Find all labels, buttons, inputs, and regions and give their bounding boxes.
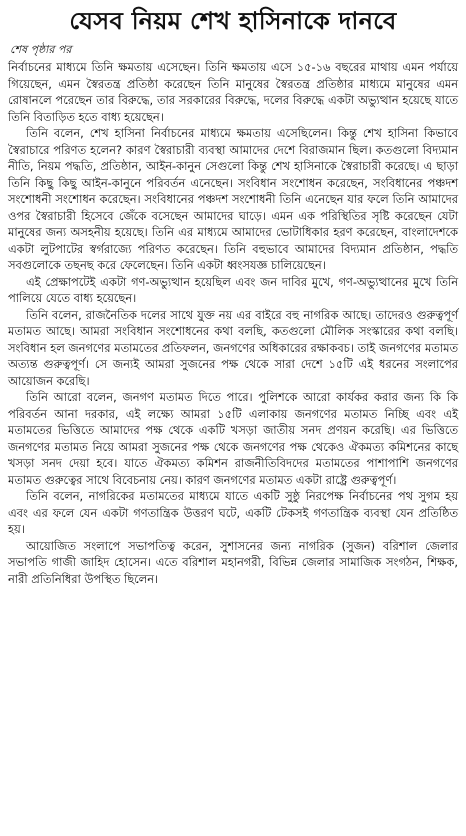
article-paragraph: তিনি বলেন, রাজনৈতিক দলের সাথে যুক্ত নয় এর বাইরে বহু নাগরিক আছে। তাদেরও গুরুত্বপূর্ণ মতামত আছে। আমরা সংবিধান সংশোধনের কথা বলছি, কতগুলো মৌলিক সংস্কারের কথা বলছি। সংবিধান হল জনগণের মতামতের প্রতিফলন, জনগণের অধিকারের রক্ষাকবচ। তাই জনগণের মতামত অত্যন্ত গুরুত্বপূর্ণ। সে জন্যই আমরা সুজনের পক্ষ থেকে সারা দেশে ১৫টি এই ধরনের সংলাপের আয়োজন করেছি। — [8, 307, 458, 388]
continued-from-label: শেষ পৃষ্ঠার পর — [10, 43, 72, 56]
article-paragraph: এই প্রেক্ষাপটেই একটা গণ-অভ্যুত্থান হয়েছিল এবং জন দাবির মুখে, গণ-অভ্যুত্থানের মুখে তিনি পালিয়ে যেতে বাধ্য হয়েছেন। — [8, 274, 458, 305]
article-paragraph: আয়োজিত সংলাপে সভাপতিত্ব করেন, সুশাসনের জন্য নাগরিক (সুজন) বরিশাল জেলার সভাপতি গাজী জাহিদ হোসেন। এতে বরিশাল মহানগরী, বিভিন্ন জেলার সামাজিক সংগঠন, শিক্ষক, নারী প্রতিনিধিরা উপস্থিত ছিলেন। — [8, 538, 458, 586]
article-paragraph: তিনি বলেন, শেখ হাসিনা নির্বাচনের মাধ্যমে ক্ষমতায় এসেছিলেন। কিন্তু শেখ হাসিনা কিভাবে স্বৈরাচারে পরিণত হলেন? কারণ স্বৈরাচারী ব্যবস্থা আমাদের দেশে বিরাজমান ছিল। কতগুলো বিদ্যমান নীতি, নিয়ম পদ্ধতি, প্রতিষ্ঠান, আইন-কানুন সেগুলো কিন্তু শেখ হাসিনাকে স্বৈরাচারী করেছে। এ ছাড়া তিনি কিছু কিছু আইন-কানুনে পরিবর্তন এনেছেন। সংবিধান সংশোধন করেছেন, সংবিধানের পঞ্চদশ সংশোধনী সংশোধন করেছেন। সংবিধানের পঞ্চদশ সংশোধনী তিনি এনেছেন যার ফলে তিনি আমাদের ওপর স্বৈরাচারী হিসেবে জেঁকে বসেছেন আমাদের ঘাড়ে। এমন এক পরিস্থিতির সৃষ্টি করেছেন যেটা মানুষের জন্য অসহনীয় হয়েছে। তিনি এর মাধ্যমে আমাদের ভোটাধিকার হরণ করেছেন, বাংলাদেশকে একটা লুটপাটের স্বর্গরাজ্যে পরিণত করেছেন। তিনি বহুভাবে আমাদের বিদ্যমান প্রতিষ্ঠান, পদ্ধতি সবগুলোকে তছনছ করে ফেলেছেন। তিনি একটা ধ্বংসযজ্ঞ চালিয়েছেন। — [8, 126, 458, 272]
article-body — [8, 59, 458, 587]
article-paragraph: তিনি আরো বলেন, জনগণ মতামত দিতে পারে। পুলিশকে আরো কার্যকর করার জন্য কি কি পরিবর্তন আনা দরকার, এই লক্ষ্যে আমরা ১৫টি এলাকায় জনগণের মতামত নিচ্ছি এবং এই মতামতের ভিত্তিতে আমাদের পক্ষ থেকে একটি খসড়া জাতীয় সনদ প্রণয়ন করেছি। এর ভিত্তিতে জনগণের মতামত নিয়ে আমরা সুজনের পক্ষ থেকে জনগণের পক্ষ থেকেও ঐকমত্য কমিশনের কাছে খসড়া সনদ দেয়া হবে। যাতে ঐকমত্য কমিশন রাজনীতিবিদদের মতামতের পাশাপাশি জনগণের মতামত গুরুত্বের সাথে বিবেচনায় নেয়। কারণ জনগণের মতামত একটা রাষ্ট্রে গুরুত্বপূর্ণ। — [8, 390, 458, 487]
article-paragraph: নির্বাচনের মাধ্যমে তিনি ক্ষমতায় এসেছেন। তিনি ক্ষমতায় এসে ১৫-১৬ বছরের মাথায় এমন পর্যায়ে গিয়েছেন, এমন স্বৈরতন্ত্র প্রতিষ্ঠা করেছেন তিনি মানুষের স্বৈরতন্ত্র প্রতিষ্ঠার মাধ্যমে মানুষের এমন রোষানলে পরেছেন তার বিরুদ্ধে, তার সরকারের বিরুদ্ধে, দলের বিরুদ্ধে একটা অভ্যুত্থান হয়েছে যাতে তিনি বিতাড়িত হতে বাধ্য হয়েছেন। — [8, 60, 458, 124]
headline: যেসব নিয়ম শেখ হাসিনাকে দানবে — [69, 7, 397, 35]
article-paragraph: তিনি বলেন, নাগরিকের মতামতের মাধ্যমে যাতে একটি সুষ্ঠু নিরপেক্ষ নির্বাচনের পথ সুগম হয় এবং এর ফলে যেন একটা গণতান্ত্রিক উত্তরণ ঘটে, একটি টেকসই গণতান্ত্রিক ব্যবস্থা যেন প্রতিষ্ঠিত হয়। — [8, 489, 458, 536]
